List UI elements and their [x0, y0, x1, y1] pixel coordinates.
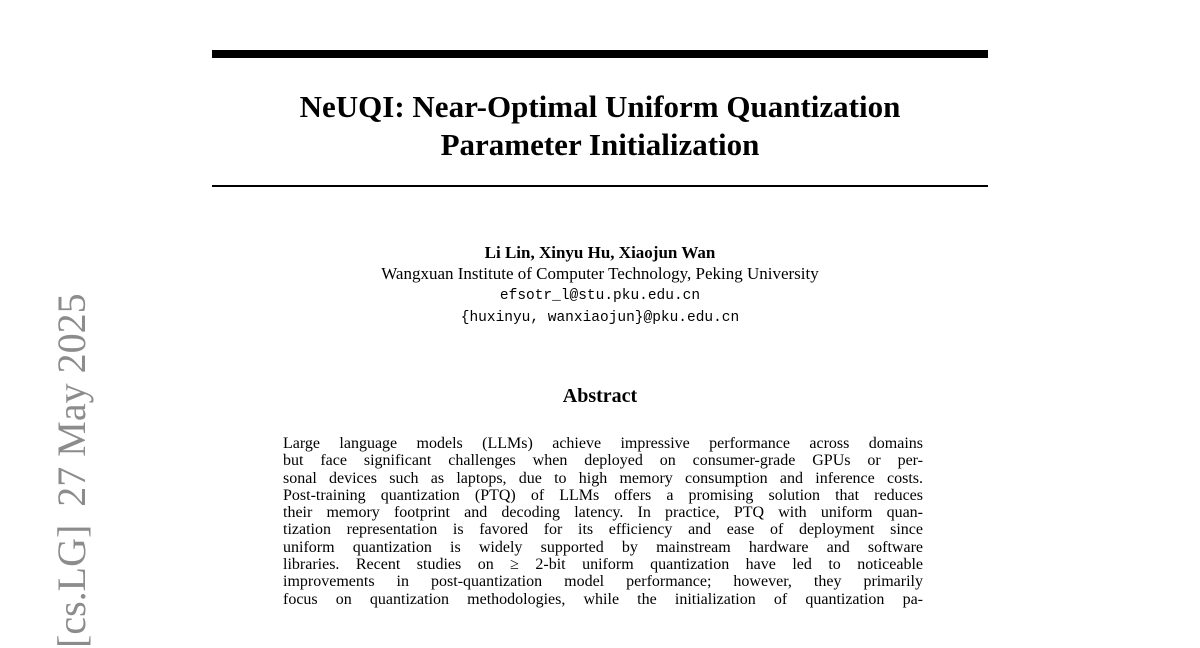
- abstract-line: but face significant challenges when deployed on consumer-grade GPUs or per-: [283, 452, 923, 470]
- abstract-body: [283, 435, 923, 608]
- arxiv-date: 27 May 2025: [49, 293, 94, 507]
- abstract-line: tization representation is favored for its efficiency and ease of deployment since: [283, 521, 923, 539]
- abstract-line: focus on quantization methodologies, while the initialization of quantization pa-: [283, 590, 923, 608]
- abstract-line: Large language models (LLMs) achieve impressive performance across domains: [283, 435, 923, 452]
- title-bottom-rule: [212, 185, 988, 187]
- abstract-line: their memory footprint and decoding latency. In practice, PTQ with uniform quan-: [283, 504, 923, 522]
- author-affiliation: Wangxuan Institute of Computer Technology, Peking University: [381, 264, 819, 283]
- arxiv-identifier-stamp: [49, 293, 94, 648]
- author-email-2: {huxinyu, wanxiaojun}@pku.edu.cn: [460, 310, 740, 326]
- author-names: Li Lin, Xinyu Hu, Xiaojun Wan: [484, 243, 716, 262]
- paper-title: [212, 88, 988, 164]
- abstract-line: uniform quantization is widely supported by mainstream hardware and software: [283, 538, 923, 556]
- abstract-heading: Abstract: [562, 385, 638, 407]
- paper-title-line-1: NeUQI: Near-Optimal Uniform Quantization: [299, 89, 901, 124]
- paper-title-line-2: Parameter Initialization: [440, 127, 760, 162]
- abstract-line: Post-training quantization (PTQ) of LLMs offers a promising solution that reduces: [283, 486, 923, 504]
- author-block: [212, 242, 988, 329]
- author-email-1: efsotr_l@stu.pku.edu.cn: [499, 288, 701, 304]
- arxiv-category: [cs.LG]: [49, 524, 94, 648]
- abstract-line: sonal devices such as laptops, due to high memory consumption and inference costs.: [283, 469, 923, 487]
- abstract-line: libraries. Recent studies on ≥ 2-bit uniform quantization have led to noticeable: [283, 556, 923, 574]
- title-top-rule: [212, 50, 988, 58]
- abstract-line: improvements in post-quantization model performance; however, they primarily: [283, 573, 923, 591]
